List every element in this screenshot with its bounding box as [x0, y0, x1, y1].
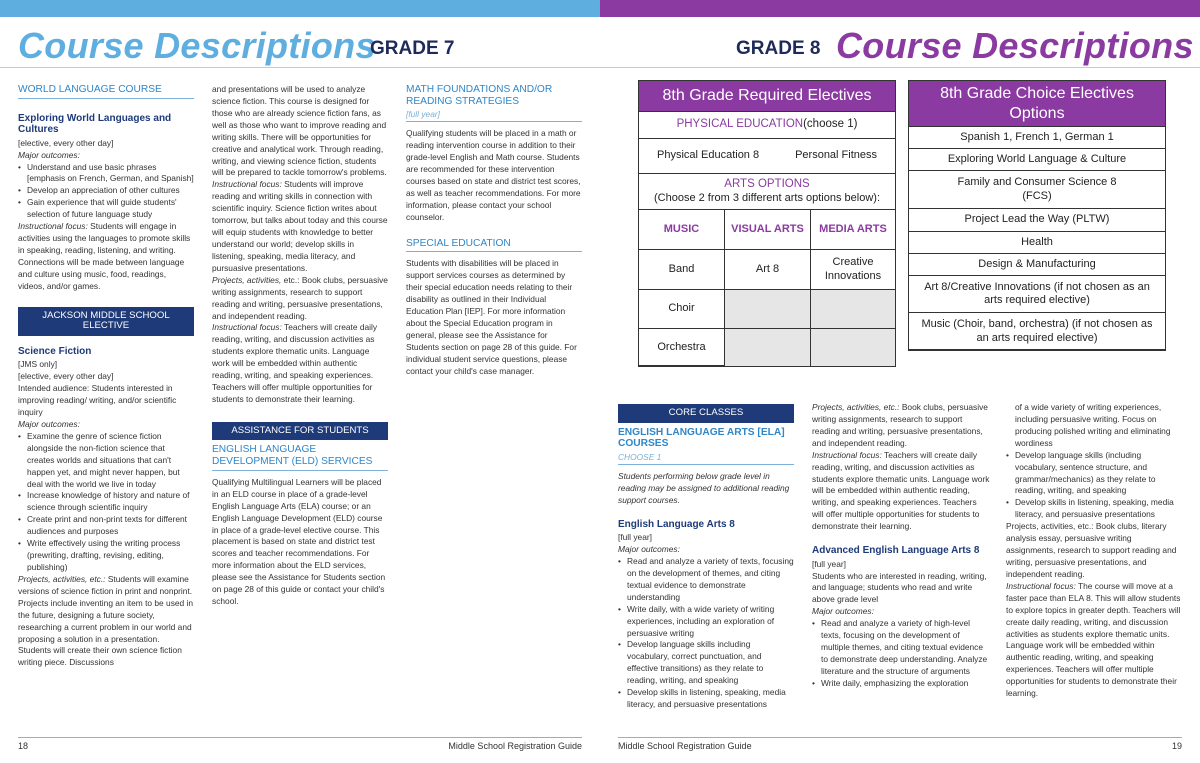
left-column-3: [406, 84, 582, 378]
list-item: • Increase knowledge of history and nature of science through scientific inquiry: [18, 490, 194, 514]
top-bar-grade8: [600, 0, 1200, 17]
music-option: Orchestra: [638, 328, 725, 367]
list-item: • Read and analyze a variety of high-level texts, focusing on the development of multiple themes, and citing textual evidence to demonstrate deep understanding. Analyze literature and the structure of arguments: [812, 618, 990, 678]
course-meta: [elective, every other day]: [18, 137, 114, 148]
focus-text: Teachers will create daily reading, writing, and discussion activities as students explore thematic units. Language work will be embedded within authentic reading, writing, and speaking experiences. Teachers will offer multiple opportunities for students to demonstrate their learning.: [812, 449, 990, 532]
choice-item: Exploring World Language & Culture: [908, 148, 1166, 171]
choice-item: Family and Consumer Science 8 (FCS): [908, 170, 1166, 209]
empty-cell: [810, 328, 896, 367]
pe-option: Physical Education 8: [656, 149, 760, 162]
empty-cell: [810, 289, 896, 329]
header-divider: [0, 67, 600, 68]
list-item: • Write daily, with a wide variety of writing experiences, including an exploration of persuasive writing: [618, 604, 794, 640]
focus-text: Students will improve reading and writing skills in connection with scientific inquiry. Science fiction writes about tomorrow, but talks about today and this course will equip students with knowledge to better understand our world; develop skills in listening, speaking, media literacy, and pursuasive presentations.: [212, 179, 388, 273]
projects-paragraph: [212, 275, 388, 323]
grade-label: GRADE 7: [370, 38, 455, 59]
focus-label: Instructional focus:: [18, 221, 88, 232]
list-item: • Examine the genre of science fiction alongside the non-fiction science that creates worlds and situations that can't happen yet, and might never happen, but deal with the world we live in today: [18, 431, 194, 491]
empty-cell: [724, 328, 811, 367]
pe-options-row: [638, 138, 896, 174]
ela-sub: CHOOSE 1: [618, 452, 794, 465]
arts-options-row: [638, 173, 896, 210]
choice-table-title: 8th Grade Choice Electives Options: [908, 80, 1166, 127]
assistance-bar: ASSISTANCE FOR STUDENTS: [212, 422, 388, 441]
focus-paragraph: [18, 221, 194, 293]
list-item: • Write effectively using the writing process (prewriting, drafting, revising, editing, publishing): [18, 538, 194, 574]
music-option: Choir: [638, 289, 725, 329]
focus-paragraph: [212, 322, 388, 405]
list-item: • Develop an appreciation of other cultures: [18, 185, 194, 197]
math-sub: [full year]: [406, 109, 582, 122]
projects-paragraph: [18, 574, 194, 669]
projects-paragraph: [812, 402, 990, 450]
arts-header-music: MUSIC: [638, 209, 725, 250]
left-column-2: [212, 84, 388, 608]
eld-text: Qualifying Multilingual Learners will be placed in an ELD course in place of a grade-level English Language Arts (ELA) course; or an English Language Development (ELD) course in place of a grade-level elective course. This placement is based on state and district test scores and teacher recommendations. For more information about the ELD services, please see the Assistance for Students section on page 28 of this guide or contact your child's school.: [212, 476, 386, 607]
projects-label: Projects, activities, etc.:: [812, 402, 900, 412]
outcomes-label: Major outcomes:: [812, 606, 874, 617]
guide-title: Middle School Registration Guide: [448, 741, 582, 751]
eld-heading: ENGLISH LANGUAGE DEVELOPMENT (ELD) SERVICES: [212, 444, 388, 470]
page-number: 19: [1171, 741, 1182, 751]
course-title: Science Fiction: [18, 345, 92, 357]
outcomes-list: [1006, 450, 1182, 522]
course-title: English Language Arts 8: [618, 518, 735, 530]
list-item: • Develop language skills (including vocabulary, sentence structure, and grammar/mechanics) as they relate to reading, writing, and speaking: [1006, 450, 1182, 498]
math-heading: MATH FOUNDATIONS AND/OR READING STRATEGIES: [406, 84, 553, 107]
page-number: 18: [18, 741, 29, 751]
list-item: • Write daily, emphasizing the exploration: [812, 678, 990, 690]
page-19: [600, 17, 1200, 763]
right-column-2: [812, 402, 990, 690]
header-divider: [600, 67, 1200, 68]
projects-text: Projects, activities, etc.: Book clubs, literary analysis essay, persuasive writing assignments, research to support reading and writing, persuasive presentations, and independent reading.: [1006, 521, 1177, 579]
outcomes-label: Major outcomes:: [618, 544, 680, 555]
focus-paragraph: [812, 450, 990, 533]
grade-label: GRADE 8: [736, 38, 821, 59]
projects-label: Projects, activities, etc.:: [18, 573, 106, 584]
page-title: Course Descriptions: [836, 25, 1194, 66]
choice-electives-table: [908, 80, 1166, 350]
page-footer: [618, 737, 1182, 751]
course-meta: [JMS only]: [18, 359, 58, 370]
pe-row: [638, 111, 896, 139]
list-item: • Develop skills in listening, speaking, media literacy, and persuasive presentations: [1006, 497, 1182, 521]
core-classes-bar: CORE CLASSES: [618, 404, 794, 423]
focus-label: Instructional focus:: [212, 322, 282, 333]
page-18: [0, 17, 600, 763]
ela-heading: ENGLISH LANGUAGE ARTS [ELA] COURSES: [618, 426, 785, 450]
projects-text: Students will examine versions of science fiction in print and nonprint. Projects include inventing an item to be used in the future, designing a future society, researching a current problem in our world and proposing a solution in a presentation. Students will create their own science fiction writing piece. Discussions: [18, 573, 194, 668]
arts-header-visual: VISUAL ARTS: [724, 209, 811, 250]
required-electives-table: [638, 80, 896, 366]
guide-title: Middle School Registration Guide: [618, 741, 752, 751]
course-meta: [full year]: [618, 532, 652, 543]
empty-cell: [724, 289, 811, 329]
choice-item: Spanish 1, French 1, German 1: [908, 126, 1166, 149]
ela-note: Students performing below grade level in reading may be assigned to additional reading support courses.: [618, 470, 790, 505]
right-column-1: [618, 402, 794, 711]
continued-text: of a wide variety of writing experiences, including persuasive writing. Focus on producing polished writing and eliminating wordiness: [1015, 402, 1171, 448]
pe-choose: (choose 1): [803, 118, 858, 131]
top-bar-grade7: [0, 0, 600, 17]
focus-text: Teachers will create daily reading, writing, and discussion activities as students explore thematic units. Language work will be embedded within authentic reading, writing, and speaking experiences. Teachers will offer multiple opportunities for students to demonstrate their learning.: [212, 322, 378, 404]
world-language-heading: WORLD LANGUAGE COURSE: [18, 84, 194, 99]
sped-heading: SPECIAL EDUCATION: [406, 238, 582, 253]
course-meta: [full year]: [812, 558, 846, 569]
list-item: • Understand and use basic phrases [emphasis on French, German, and Spanish]: [18, 162, 194, 186]
required-table-title: 8th Grade Required Electives: [638, 80, 896, 112]
course-title: Advanced English Language Arts 8: [812, 545, 980, 557]
left-column-1: [18, 84, 194, 669]
list-item: • Read and analyze a variety of texts, focusing on the development of themes, and citing textual evidence to demonstrate understanding: [618, 556, 794, 604]
list-item: • Develop skills in listening, speaking, media literacy, and persuasive presentations: [618, 687, 794, 711]
focus-label: Instructional focus:: [812, 449, 882, 460]
pe-label: PHYSICAL EDUCATION: [676, 118, 804, 131]
choice-item: Health: [908, 231, 1166, 254]
focus-text: Students will engage in activities using the languages to promote skills in speaking, reading, listening, and writing. Connections will be made between language and culture using music, food, readings, videos, and/or games.: [18, 221, 191, 291]
focus-label: Instructional focus:: [1006, 580, 1076, 591]
course-meta: [elective, every other day]: [18, 371, 114, 382]
list-item: • Develop language skills including vocabulary, correct punctuation, and effective transitions) as they relate to reading, writing, and speaking: [618, 639, 794, 687]
choice-item: Design & Manufacturing: [908, 253, 1166, 276]
list-item: • Create print and non-print texts for different audiences and purposes: [18, 514, 194, 538]
visual-option: Art 8: [724, 249, 811, 290]
focus-paragraph: [212, 179, 388, 274]
outcomes-list: [18, 162, 194, 222]
right-column-3: [1006, 402, 1182, 700]
outcomes-list: [812, 618, 990, 690]
projects-text: Book clubs, persuasive writing assignments, research to support reading and writing, persuasive presentations, and independent reading.: [812, 402, 988, 448]
course-title: Exploring World Languages and Cultures: [18, 112, 172, 136]
jms-elective-bar: JACKSON MIDDLE SCHOOL ELECTIVE: [18, 307, 194, 336]
arts-note: (Choose 2 from 3 different arts options below):: [653, 191, 881, 204]
math-text: Qualifying students will be placed in a math or reading intervention course in addition to their grade-level English and Math course. Students are recommended for these intervention courses based on state and district test scores, as well as teacher recommendations. For more information, please contact your school counselor.: [406, 128, 581, 222]
audience-text: Intended audience: Students interested in improving reading/ writing, and/or scientific inquiry: [18, 383, 177, 417]
sped-text: Students with disabilities will be placed in support services courses as determined by their special education needs relating to their disability as outlined in their Individual Education Plan [IEP]. For more information about the Special Education program in general, please see the Assistance for Students section on page 28 of this guide. For individual student service questions, please contact your child's case manager.: [406, 258, 577, 376]
outcomes-list: [18, 431, 194, 574]
paragraph: and presentations will be used to analyze science fiction. This course is designed for those who are already science fiction fans, as well as those who want to improve reading and writing skills. There will be opportunities for creative and analytical work. Through reading, writing, and viewing science fiction, students will be prepared to tackle tomorrow's problems.: [212, 84, 387, 178]
arts-header-media: MEDIA ARTS: [810, 209, 896, 250]
choice-item: Art 8/Creative Innovations (if not chosen as an arts required elective): [908, 275, 1166, 313]
focus-paragraph: [1006, 581, 1182, 700]
page-title: Course Descriptions: [18, 25, 376, 66]
page-footer: [18, 737, 582, 751]
choice-item: Project Lead the Way (PLTW): [908, 208, 1166, 232]
list-item: • Gain experience that will guide students' selection of future language study: [18, 197, 194, 221]
pe-option: Personal Fitness: [795, 149, 878, 162]
music-option: Band: [638, 249, 725, 290]
media-option: Creative Innovations: [810, 249, 896, 290]
focus-text: The course will move at a faster pace than ELA 8. This will allow students to explore topics in greater depth. Teachers will create daily reading, writing, and discussion activities as students explore thematic units. Language work will be embedded within authentic reading, writing, and speaking experiences. Teachers will offer multiple opportunities for students to demonstrate their learning.: [1006, 580, 1181, 699]
outcomes-list: [618, 556, 794, 711]
course-text: Students who are interested in reading, writing, and language; students who read and write above grade level: [812, 570, 987, 605]
outcomes-label: Major outcomes:: [18, 149, 80, 160]
projects-label: Projects, activities,: [212, 274, 282, 285]
projects-text: etc.: Book clubs, persuasive writing assignments, research to support reading and writing, persuasive presentations, and independent reading.: [212, 274, 388, 321]
outcomes-label: Major outcomes:: [18, 418, 80, 429]
choice-item: Music (Choir, band, orchestra) (if not chosen as an arts required elective): [908, 312, 1166, 351]
arts-label: ARTS OPTIONS: [724, 178, 810, 190]
focus-label: Instructional focus:: [212, 179, 282, 190]
